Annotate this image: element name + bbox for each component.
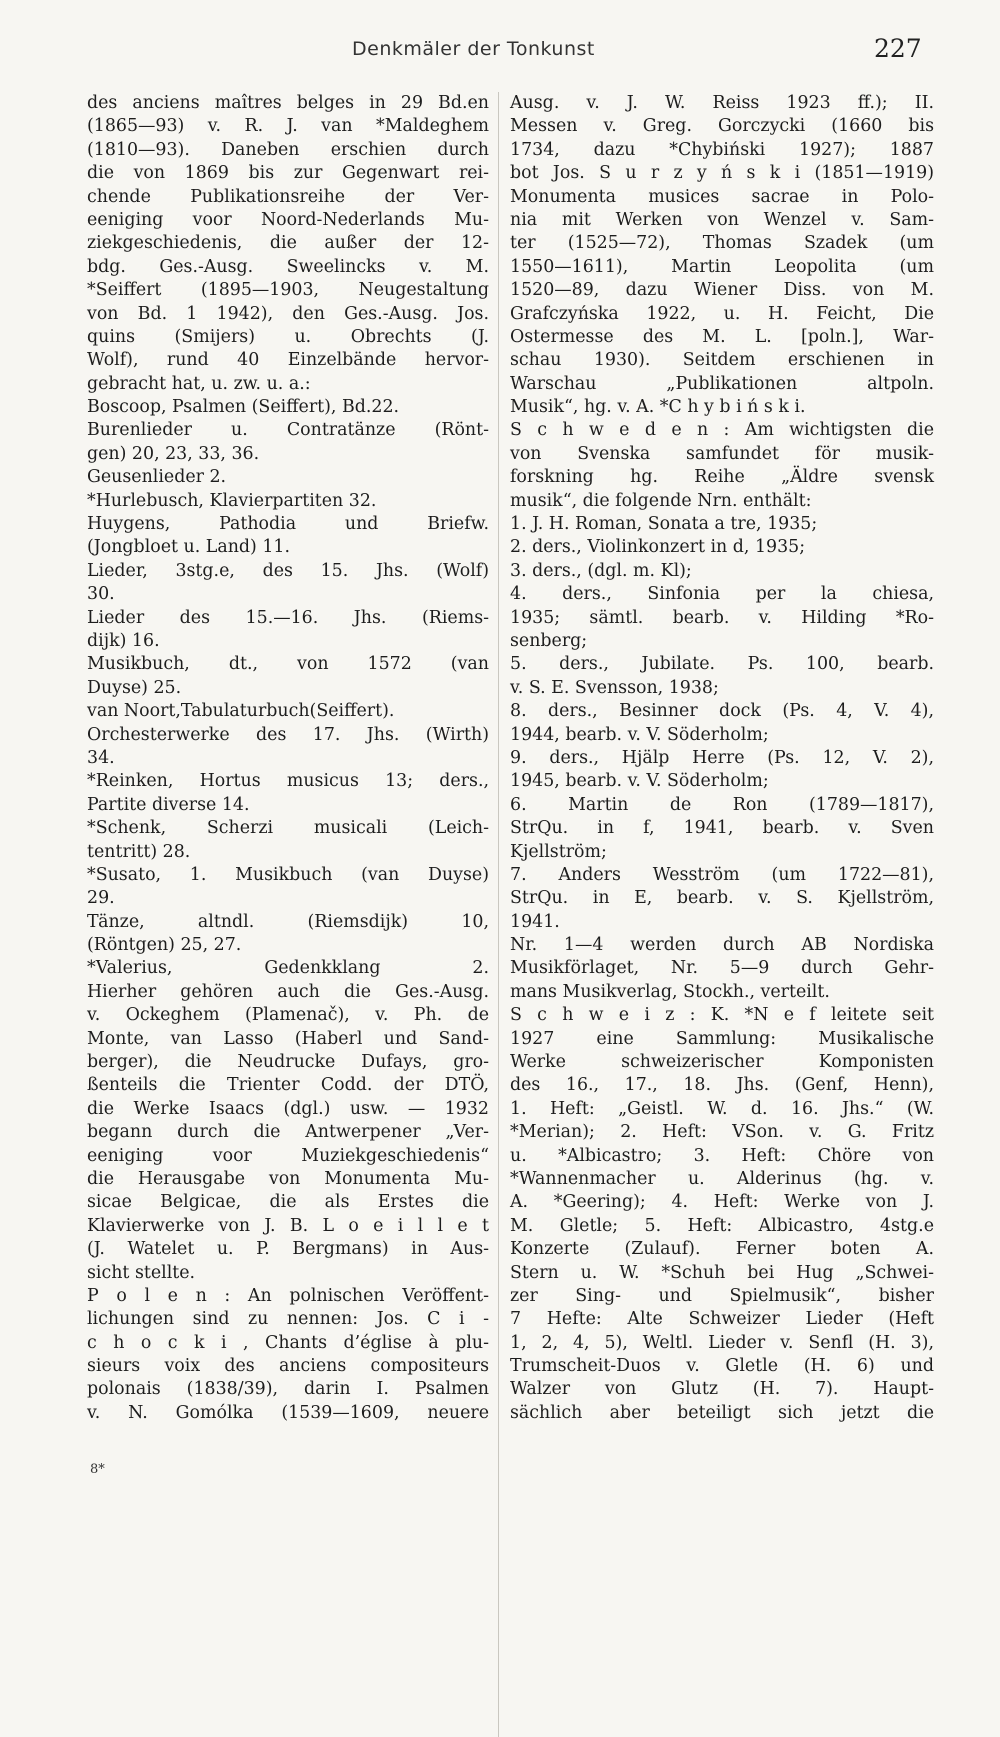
text-line: die Werke Isaacs (dgl.) usw. — 1932 — [87, 1098, 489, 1119]
text-line: 30. — [87, 584, 115, 605]
text-line: von Svenska samfundet för musik- — [510, 443, 934, 464]
text-line: StrQu. in E, bearb. v. S. Kjellström, — [510, 888, 934, 909]
text-line: die von 1869 bis zur Gegenwart rei- — [87, 163, 489, 184]
text-line: ßenteils die Trienter Codd. der DTÖ, — [87, 1075, 489, 1096]
text-line: sächlich aber beteiligt sich jetzt die — [510, 1402, 934, 1423]
text-line: 4. ders., Sinfonia per la chiesa, — [510, 584, 934, 605]
text-line: Kjellström; — [510, 841, 607, 862]
text-line: chende Publikationsreihe der Ver- — [87, 186, 489, 207]
text-line: Hierher gehören auch die Ges.-Ausg. — [87, 981, 489, 1002]
text-line: sicht stellte. — [87, 1262, 196, 1283]
text-line: bot Jos. S u r z y ń s k i (1851—1919) — [510, 163, 934, 184]
text-line: *Hurlebusch, Klavierpartiten 32. — [87, 490, 377, 511]
text-line: StrQu. in f, 1941, bearb. v. Sven — [510, 818, 934, 839]
text-line: Klavierwerke von J. B. L o e i l l e t — [87, 1215, 489, 1236]
text-line: 1927 eine Sammlung: Musikalische — [510, 1028, 934, 1049]
text-line: schau 1930). Seitdem erschienen in — [510, 350, 934, 371]
text-line: 9. ders., Hjälp Herre (Ps. 12, V. 2), — [510, 747, 934, 768]
text-line: lichungen sind zu nennen: Jos. C i - — [87, 1309, 489, 1330]
text-line: Monte, van Lasso (Haberl und Sand- — [87, 1028, 489, 1049]
text-line: S c h w e i z : K. *N e f leitete seit — [510, 1005, 934, 1026]
text-line: Konzerte (Zulauf). Ferner boten A. — [510, 1239, 934, 1260]
text-line: gebracht hat, u. zw. u. a.: — [87, 373, 311, 394]
page-header — [0, 34, 1000, 74]
text-line: S c h w e d e n : Am wichtigsten die — [510, 420, 934, 441]
text-line: sicae Belgicae, die als Erstes die — [87, 1192, 489, 1213]
text-line: gen) 20, 23, 33, 36. — [87, 443, 260, 464]
text-line: polonais (1838/39), darin I. Psalmen — [87, 1379, 489, 1400]
text-line: (1810—93). Daneben erschien durch — [87, 139, 489, 160]
text-line: 1, 2, 4, 5), Weltl. Lieder v. Senfl (H. 3), — [510, 1332, 934, 1353]
text-line: Duyse) 25. — [87, 677, 182, 698]
text-line: *Valerius, Gedenkklang 2. — [87, 958, 489, 979]
text-line: (J. Watelet u. P. Bergmans) in Aus- — [87, 1239, 489, 1260]
text-line: sieurs voix des anciens compositeurs — [87, 1356, 489, 1377]
text-line: 1520—89, dazu Wiener Diss. von M. — [510, 280, 934, 301]
text-line: c h o c k i , Chants d’église à plu- — [87, 1332, 489, 1353]
text-line: Messen v. Greg. Gorczycki (1660 bis — [510, 116, 934, 137]
text-line: eeniging voor Noord-Nederlands Mu- — [87, 209, 489, 230]
text-line: ziekgeschiedenis, die außer der 12- — [87, 233, 489, 254]
text-line: berger), die Neudrucke Dufays, gro- — [87, 1052, 489, 1073]
text-line: 1941. — [510, 911, 560, 932]
text-line: 1. J. H. Roman, Sonata a tre, 1935; — [510, 514, 818, 535]
text-line: quins (Smijers) u. Obrechts (J. — [87, 326, 489, 347]
text-line: Lieder, 3stg.e, des 15. Jhs. (Wolf) — [87, 560, 489, 581]
text-line: mans Musikverlag, Stockh., verteilt. — [510, 981, 830, 1002]
text-line: Musikförlaget, Nr. 5—9 durch Gehr- — [510, 958, 934, 979]
text-line: v. N. Gomólka (1539—1609, neuere — [87, 1402, 489, 1423]
text-line: Musik“, hg. v. A. *C h y b i ń s k i. — [510, 397, 806, 418]
text-line: tentritt) 28. — [87, 841, 191, 862]
text-line: forskning hg. Reihe „Äldre svensk — [510, 467, 934, 488]
text-line: Geusenlieder 2. — [87, 467, 227, 488]
text-line: 1944, bearb. v. V. Söderholm; — [510, 724, 769, 745]
text-line: v. Ockeghem (Plamenač), v. Ph. de — [87, 1005, 489, 1026]
text-line: Stern u. W. *Schuh bei Hug „Schwei- — [510, 1262, 934, 1283]
text-line: Orchesterwerke des 17. Jhs. (Wirth) — [87, 724, 489, 745]
text-line: Trumscheit-Duos v. Gletle (H. 6) und — [510, 1356, 934, 1377]
text-line: *Merian); 2. Heft: VSon. v. G. Fritz — [510, 1122, 934, 1143]
text-line: bdg. Ges.-Ausg. Sweelincks v. M. — [87, 256, 489, 277]
signature-mark: 8* — [90, 1462, 105, 1477]
text-line: A. *Geering); 4. Heft: Werke von J. — [510, 1192, 934, 1213]
text-line: 7 Hefte: Alte Schweizer Lieder (Heft — [510, 1309, 934, 1330]
text-line: Werke schweizerischer Komponisten — [510, 1052, 934, 1073]
text-line: 1. Heft: „Geistl. W. d. 16. Jhs.“ (W. — [510, 1098, 934, 1119]
text-line: zer Sing- und Spielmusik“, bisher — [510, 1285, 934, 1306]
text-line: 5. ders., Jubilate. Ps. 100, bearb. — [510, 654, 934, 675]
text-line: Grafczyńska 1922, u. H. Feicht, Die — [510, 303, 934, 324]
text-line: musik“, die folgende Nrn. enthält: — [510, 490, 812, 511]
text-line: dijk) 16. — [87, 630, 160, 651]
text-line: 8. ders., Besinner dock (Ps. 4, V. 4), — [510, 701, 934, 722]
text-line: nia mit Werken von Wenzel v. Sam- — [510, 209, 934, 230]
text-line: *Seiffert (1895—1903, Neugestaltung — [87, 280, 489, 301]
text-line: senberg; — [510, 630, 588, 651]
text-line: *Schenk, Scherzi musicali (Leich- — [87, 818, 489, 839]
text-line: Huygens, Pathodia und Briefw. — [87, 514, 489, 535]
text-line: Ausg. v. J. W. Reiss 1923 ff.); II. — [510, 93, 934, 113]
text-line: Burenlieder u. Contratänze (Rönt- — [87, 420, 489, 441]
text-line: 1734, dazu *Chybiński 1927); 1887 — [510, 139, 934, 160]
text-line: des anciens maîtres belges in 29 Bd.en — [87, 93, 489, 113]
text-line: u. *Albicastro; 3. Heft: Chöre von — [510, 1145, 934, 1166]
text-line: 1945, bearb. v. V. Söderholm; — [510, 771, 769, 792]
text-line: P o l e n : An polnischen Veröffent- — [87, 1285, 489, 1306]
text-line: Lieder des 15.—16. Jhs. (Riems- — [87, 607, 489, 628]
text-line: ter (1525—72), Thomas Szadek (um — [510, 233, 934, 254]
text-line: *Wannenmacher u. Alderinus (hg. v. — [510, 1168, 934, 1189]
text-line: M. Gletle; 5. Heft: Albicastro, 4stg.e — [510, 1215, 934, 1236]
left-column — [87, 92, 489, 1425]
text-line: Ostermesse des M. L. [poln.], War- — [510, 326, 934, 347]
text-line: *Susato, 1. Musikbuch (van Duyse) — [87, 864, 489, 885]
text-line: Musikbuch, dt., von 1572 (van — [87, 654, 489, 675]
text-line: (Jongbloet u. Land) 11. — [87, 537, 291, 558]
text-line: Tänze, altndl. (Riemsdijk) 10, — [87, 911, 489, 932]
text-line: (1865—93) v. R. J. van *Maldeghem — [87, 116, 489, 137]
text-line: van Noort,Tabulaturbuch(Seiffert). — [87, 701, 395, 722]
text-line: Boscoop, Psalmen (Seiffert), Bd.22. — [87, 397, 400, 418]
text-line: 2. ders., Violinkonzert in d, 1935; — [510, 537, 806, 558]
page-number: 227 — [874, 34, 922, 63]
right-column — [510, 92, 934, 1425]
text-line: Walzer von Glutz (H. 7). Haupt- — [510, 1379, 934, 1400]
text-line: 1935; sämtl. bearb. v. Hilding *Ro- — [510, 607, 934, 628]
text-line: eeniging voor Muziekgeschiedenis“ — [87, 1145, 489, 1166]
text-line: des 16., 17., 18. Jhs. (Genf, Henn), — [510, 1075, 934, 1096]
text-line: Partite diverse 14. — [87, 794, 250, 815]
text-line: von Bd. 1 1942), den Ges.-Ausg. Jos. — [87, 303, 489, 324]
running-title: Denkmäler der Tonkunst — [352, 38, 595, 60]
text-line: Monumenta musices sacrae in Polo- — [510, 186, 934, 207]
text-line: 1550—1611), Martin Leopolita (um — [510, 256, 934, 277]
text-line: Warschau „Publikationen altpoln. — [510, 373, 934, 394]
text-line: 3. ders., (dgl. m. Kl); — [510, 560, 692, 581]
text-line: v. S. E. Svensson, 1938; — [510, 677, 719, 698]
text-line: Wolf), rund 40 Einzelbände hervor- — [87, 350, 489, 371]
text-line: 6. Martin de Ron (1789—1817), — [510, 794, 934, 815]
text-line: begann durch die Antwerpener „Ver- — [87, 1122, 489, 1143]
text-line: 7. Anders Wesström (um 1722—81), — [510, 864, 934, 885]
column-divider — [498, 92, 500, 1737]
text-line: *Reinken, Hortus musicus 13; ders., — [87, 771, 489, 792]
text-line: 34. — [87, 747, 115, 768]
text-line: Nr. 1—4 werden durch AB Nordiska — [510, 935, 934, 956]
text-line: die Herausgabe von Monumenta Mu- — [87, 1168, 489, 1189]
text-line: 29. — [87, 888, 115, 909]
text-line: (Röntgen) 25, 27. — [87, 935, 242, 956]
